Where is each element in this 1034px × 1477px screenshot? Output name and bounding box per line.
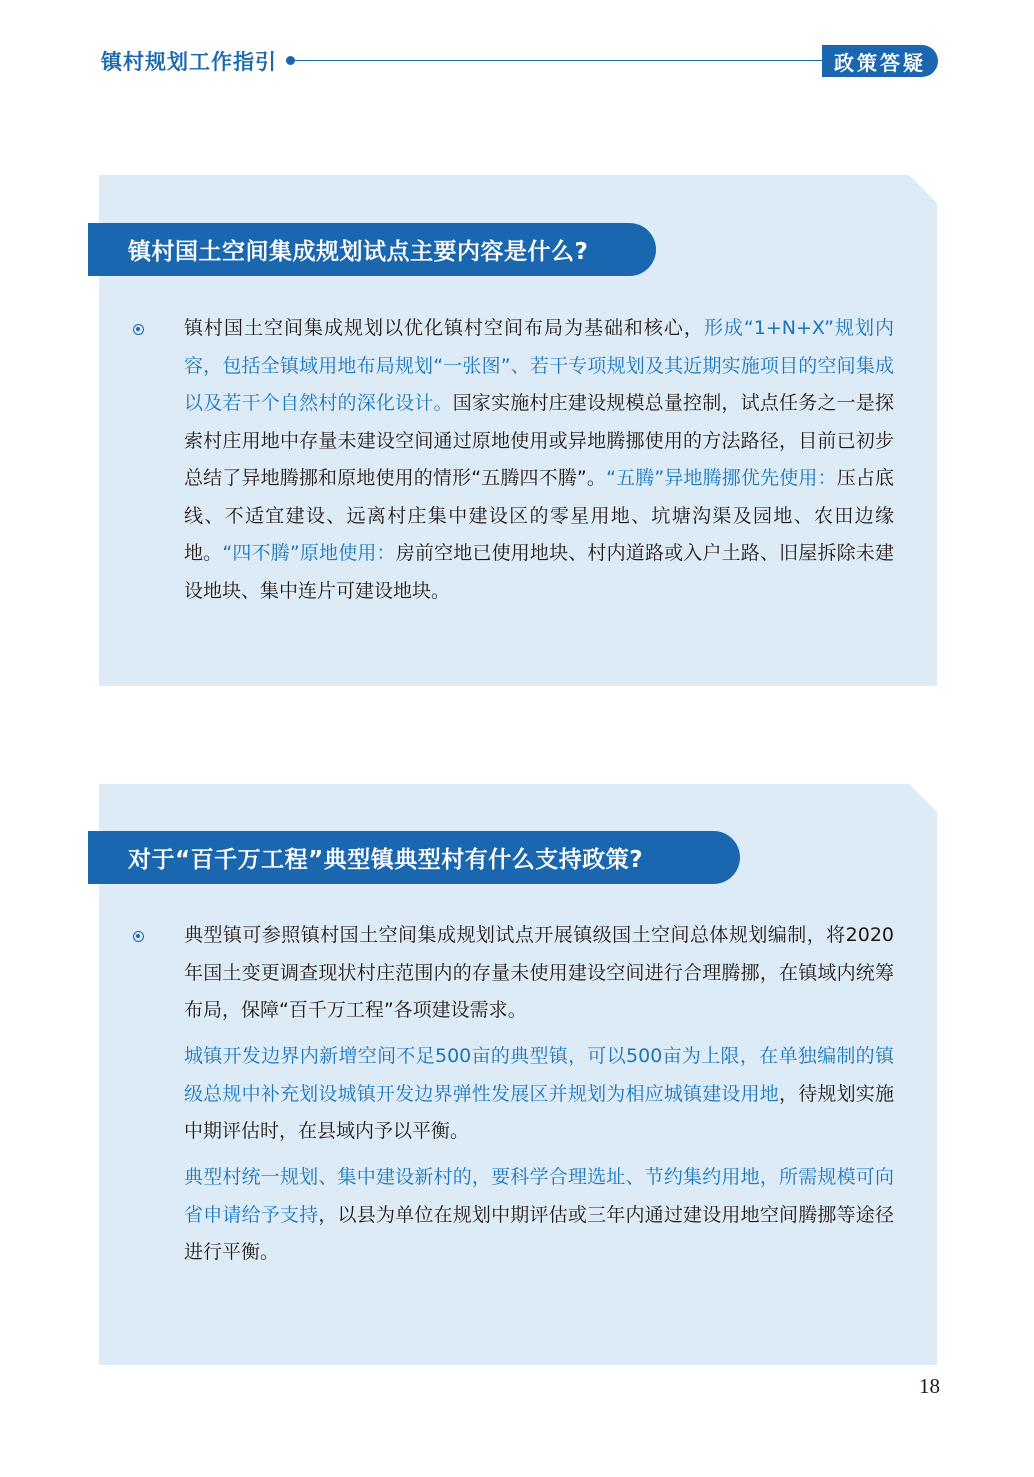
header-divider bbox=[295, 60, 835, 61]
answer-text: 镇村国土空间集成规划以优化镇村空间布局为基础和核心， bbox=[184, 317, 704, 339]
answer-highlight: 形成“1+N+X”规划内容，包括全镇域用地布局规划“一张图”、若干专项规划及其近期实施项目的空间集成以及若干个自然村的深化设计。 bbox=[184, 317, 894, 414]
header-dot-icon bbox=[286, 56, 295, 65]
header-badge: 政策答疑 bbox=[822, 45, 938, 77]
answer-paragraph bbox=[184, 917, 894, 1030]
answer-text: ，待规划实施中期评估时，在县域内予以平衡。 bbox=[184, 1082, 894, 1142]
section-question-1: 镇村国土空间集成规划试点主要内容是什么? bbox=[88, 223, 656, 276]
answer-paragraph bbox=[184, 310, 894, 610]
answer-highlight: “四不腾”原地使用： bbox=[222, 542, 396, 564]
answer-text: ，以县为单位在规划中期评估或三年内通过建设用地空间腾挪等途径进行平衡。 bbox=[184, 1203, 894, 1263]
section-question-2: 对于“百千万工程”典型镇典型村有什么支持政策? bbox=[88, 831, 740, 884]
answer-highlight: 典型村统一规划、集中建设新村的，要科学合理选址、节约集约用地，所需规模可向省申请给予支持 bbox=[184, 1166, 894, 1226]
circle-dot-bullet-icon bbox=[133, 324, 144, 335]
circle-dot-bullet-icon bbox=[133, 931, 144, 942]
answer-text: 压占底线、不适宜建设、远离村庄集中建设区的零星用地、坑塘沟渠及园地、农田边缘地。 bbox=[184, 467, 894, 564]
page-number: 18 bbox=[919, 1374, 940, 1398]
answer-text: 房前空地已使用地块、村内道路或入户土路、旧屋拆除未建设地块、集中连片可建设地块。 bbox=[184, 542, 894, 602]
header-title: 镇村规划工作指引 bbox=[101, 50, 277, 74]
answer-paragraph bbox=[184, 1159, 894, 1272]
answer-highlight: 城镇开发边界内新增空间不足500亩的典型镇，可以500亩为上限，在单独编制的镇级总规中补充划设城镇开发边界弹性发展区并规划为相应城镇建设用地 bbox=[184, 1045, 894, 1105]
answer-highlight: “五腾”异地腾挪优先使用： bbox=[606, 467, 837, 489]
answer-text: 国家实施村庄建设规模总量控制，试点任务之一是探索村庄用地中存量未建设空间通过原地使用或异地腾挪使用的方法路径，目前已初步总结了异地腾挪和原地使用的情形“五腾四不腾”。 bbox=[184, 392, 894, 489]
answer-text: 典型镇可参照镇村国土空间集成规划试点开展镇级国土空间总体规划编制，将2020年国土变更调查现状村庄范围内的存量未使用建设空间进行合理腾挪，在镇域内统筹布局，保障“百千万工程”各项建设需求。 bbox=[184, 924, 894, 1021]
answer-paragraph bbox=[184, 1038, 894, 1151]
